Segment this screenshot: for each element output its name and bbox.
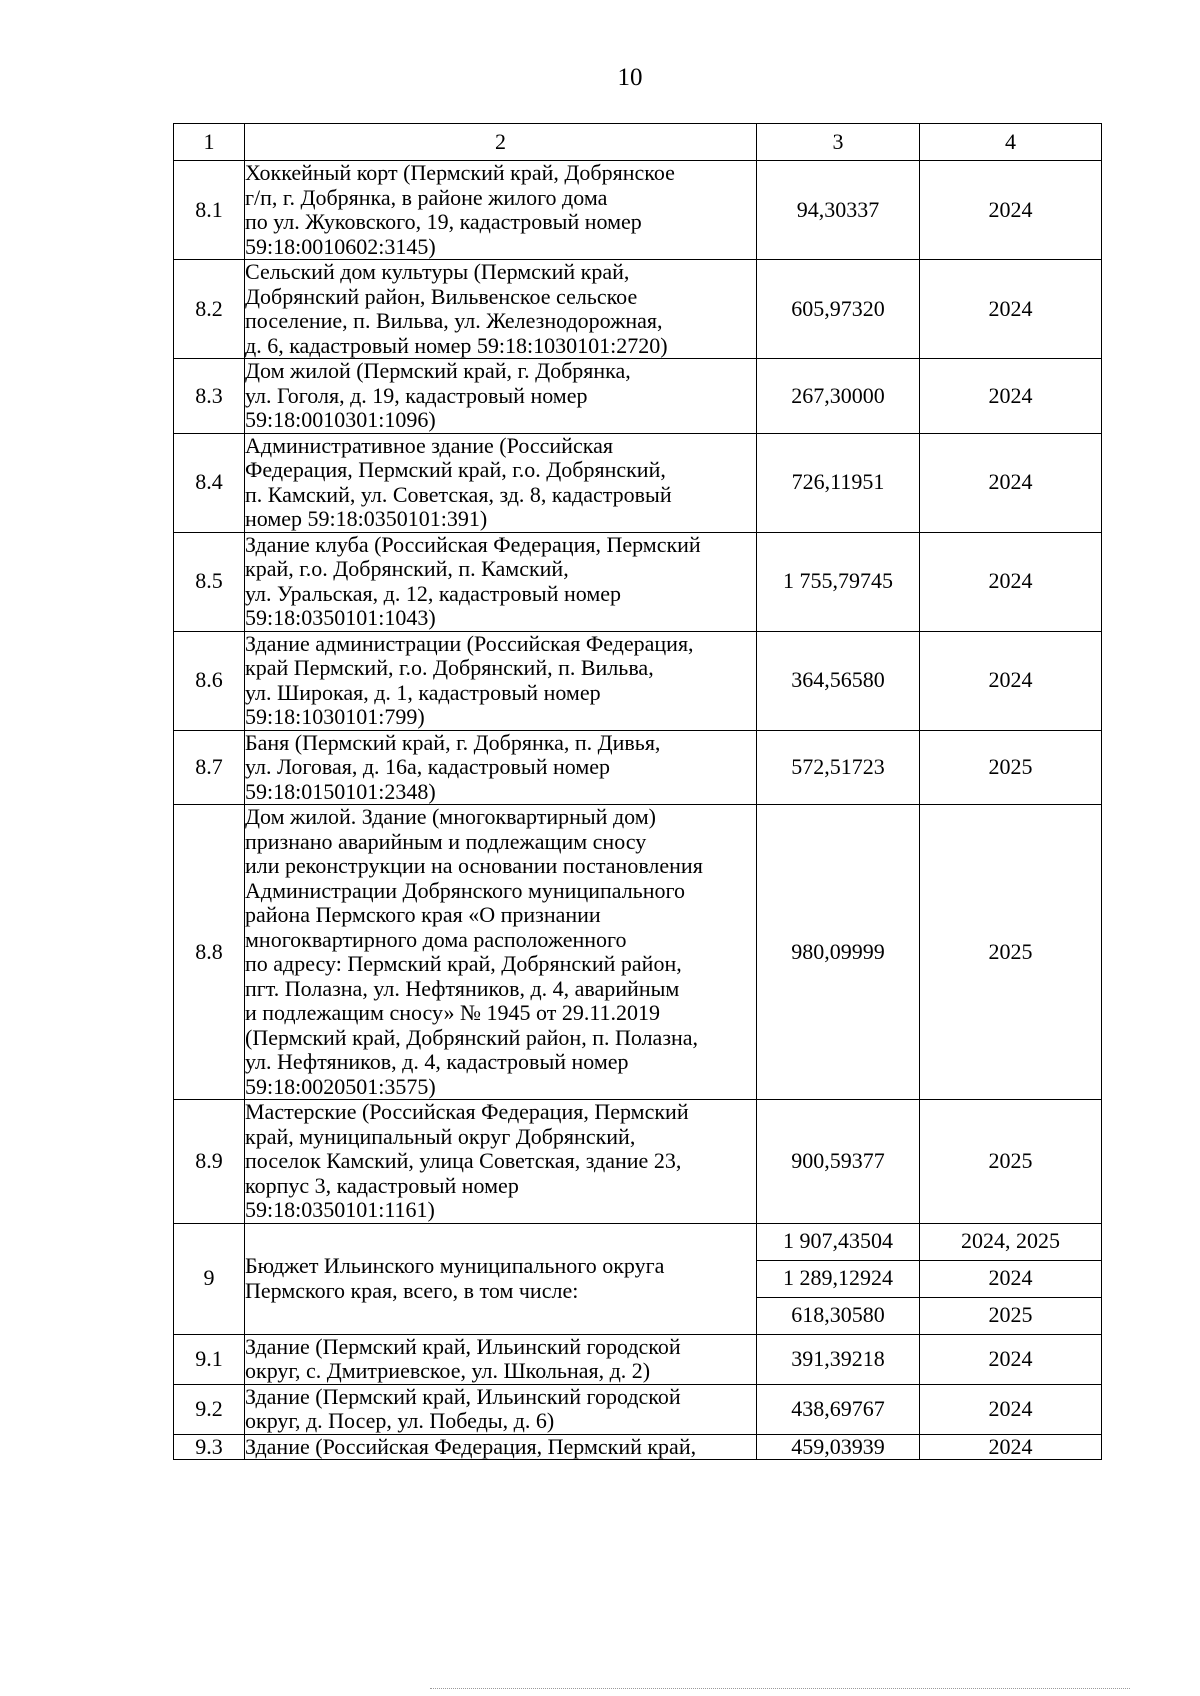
description-line: 59:18:0020501:3575) [245,1073,436,1099]
description-line: Добрянский район, Вильвенское сельское [245,283,638,309]
description-line: поселение, п. Вильва, ул. Железнодорожная, [245,308,663,333]
year-cell: 2024 [920,532,1102,631]
description-line: признано аварийным и подлежащим сносу [245,828,647,854]
description-line: Дом жилой (Пермский край, г. Добрянка, [245,358,631,383]
description-cell [245,1384,757,1434]
row-number: 8.8 [174,805,245,1100]
description-line: и подлежащим сносу» № 1945 от 29.11.2019 [245,1000,661,1025]
description-line: или реконструкции на основании постановления [245,853,703,878]
row-number: 8.4 [174,433,245,532]
header-cell: 4 [920,124,1102,161]
amount-cell: 572,51723 [757,730,920,805]
row-number: 8.5 [174,532,245,631]
table-row [174,359,1102,434]
description-cell [245,532,757,631]
description-cell [245,1434,757,1460]
row-number: 8.2 [174,260,245,359]
description-line: пгт. Полазна, ул. Нефтяников, д. 4, аварийным [245,975,680,1001]
description-line: д. 6, кадастровый номер 59:18:1030101:2720) [245,332,668,358]
row-number: 8.3 [174,359,245,434]
table-row [174,161,1102,260]
amount-cell: 726,11951 [757,433,920,532]
description-line: корпус 3, кадастровый номер [245,1172,519,1198]
description-line: Дом жилой. Здание (многоквартирный дом) [245,804,656,829]
year-cell: 2024 [920,433,1102,532]
amount-cell: 1 755,79745 [757,532,920,631]
description-line: ул. Нефтяников, д. 4, кадастровый номер [245,1049,629,1074]
amount-cell: 364,56580 [757,631,920,730]
year-cell: 2024 [920,1434,1102,1460]
row-number: 8.1 [174,161,245,260]
year-cell: 2025 [920,805,1102,1100]
description-line: Федерация, Пермский край, г.о. Добрянский, [245,457,666,482]
row-number: 9.1 [174,1334,245,1384]
description-line: Здание (Российская Федерация, Пермский край, [245,1433,697,1459]
row-number: 9.2 [174,1384,245,1434]
year-cell: 2024 [920,359,1102,434]
table-row [174,805,1102,1100]
description-cell [245,161,757,260]
description-line: 59:18:1030101:799) [245,704,425,729]
row-number: 8.9 [174,1100,245,1224]
table-row [174,730,1102,805]
description-line: край Пермский, г.о. Добрянский, п. Вильва, [245,655,654,680]
description-line: п. Камский, ул. Советская, зд. 8, кадастровый [245,481,672,507]
description-line: номер 59:18:0350101:391) [245,506,488,531]
row-number: 8.6 [174,631,245,730]
description-line: Сельский дом культуры (Пермский край, [245,259,630,284]
table-row [174,1434,1102,1460]
amount-cell: 1 289,12924 [757,1260,920,1297]
description-line: 59:18:0350101:1043) [245,605,436,630]
amount-cell: 1 907,43504 [757,1223,920,1260]
description-cell [245,805,757,1100]
row-number: 8.7 [174,730,245,805]
description-line: ул. Логовая, д. 16а, кадастровый номер [245,754,611,779]
description-line: ул. Широкая, д. 1, кадастровый номер [245,679,601,705]
amount-cell: 267,30000 [757,359,920,434]
description-cell [245,359,757,434]
description-line: поселок Камский, улица Советская, здание 23, [245,1148,682,1173]
table-row [174,1384,1102,1434]
description-line: Административное здание (Российская [245,432,613,458]
header-cell: 3 [757,124,920,161]
row-number: 9 [174,1223,245,1334]
year-cell: 2024, 2025 [920,1223,1102,1260]
description-line: Мастерские (Российская Федерация, Пермский [245,1099,689,1124]
description-line: Здание (Пермский край, Ильинский городской [245,1383,681,1409]
description-line: Здание администрации (Российская Федерация, [245,630,694,656]
scan-artifact [430,1688,1130,1691]
amount-cell: 459,03939 [757,1434,920,1460]
amount-cell: 438,69767 [757,1384,920,1434]
description-cell [245,730,757,805]
description-line: района Пермского края «О признании [245,902,601,927]
description-line: округ, с. Дмитриевское, ул. Школьная, д. 2) [245,1358,651,1383]
year-cell: 2024 [920,631,1102,730]
description-line: ул. Уральская, д. 12, кадастровый номер [245,580,622,606]
allocation-table [173,123,1102,1460]
header-cell: 2 [245,124,757,161]
description-line: по ул. Жуковского, 19, кадастровый номер [245,209,642,234]
description-cell [245,1223,757,1334]
amount-cell: 94,30337 [757,161,920,260]
amount-cell: 900,59377 [757,1100,920,1224]
description-cell [245,433,757,532]
table-row [174,1100,1102,1224]
description-line: 59:18:0350101:1161) [245,1197,435,1222]
amount-cell: 391,39218 [757,1334,920,1384]
description-line: 59:18:0150101:2348) [245,778,436,804]
description-line: 59:18:0010602:3145) [245,233,436,259]
row-number: 9.3 [174,1434,245,1460]
year-cell: 2025 [920,1297,1102,1334]
description-line: ул. Гоголя, д. 19, кадастровый номер [245,382,588,408]
amount-cell: 618,30580 [757,1297,920,1334]
description-cell [245,631,757,730]
description-line: 59:18:0010301:1096) [245,407,436,432]
description-line: Бюджет Ильинского муниципального округа [245,1253,665,1278]
amount-cell: 980,09999 [757,805,920,1100]
table-row [174,631,1102,730]
table-row [174,1334,1102,1384]
table-row [174,260,1102,359]
year-cell: 2024 [920,161,1102,260]
description-line: многоквартирного дома расположенного [245,926,627,952]
page-number: 10 [617,64,643,91]
description-cell [245,1334,757,1384]
table-row [174,433,1102,532]
description-line: край, муниципальный округ Добрянский, [245,1123,636,1149]
year-cell: 2025 [920,730,1102,805]
description-line: Здание (Пермский край, Ильинский городской [245,1333,681,1359]
year-cell: 2024 [920,1260,1102,1297]
year-cell: 2024 [920,260,1102,359]
description-cell [245,260,757,359]
description-line: г/п, г. Добрянка, в районе жилого дома [245,184,608,210]
year-cell: 2024 [920,1334,1102,1384]
description-line: Администрации Добрянского муниципального [245,877,685,903]
table-row [174,532,1102,631]
description-line: (Пермский край, Добрянский район, п. Полазна, [245,1024,699,1050]
description-line: Здание клуба (Российская Федерация, Пермский [245,531,701,557]
description-line: край, г.о. Добрянский, п. Камский, [245,556,569,581]
description-line: округ, д. Посер, ул. Победы, д. 6) [245,1408,555,1433]
description-cell [245,1100,757,1224]
header-cell: 1 [174,124,245,161]
description-line: Баня (Пермский край, г. Добрянка, п. Дивья, [245,729,661,755]
amount-cell: 605,97320 [757,260,920,359]
year-cell: 2024 [920,1384,1102,1434]
year-cell: 2025 [920,1100,1102,1224]
table-header-row [174,124,1102,161]
description-line: по адресу: Пермский край, Добрянский район, [245,951,682,976]
description-line: Пермского края, всего, в том числе: [245,1277,579,1303]
description-line: Хоккейный корт (Пермский край, Добрянское [245,160,675,185]
table-row [174,1223,1102,1260]
